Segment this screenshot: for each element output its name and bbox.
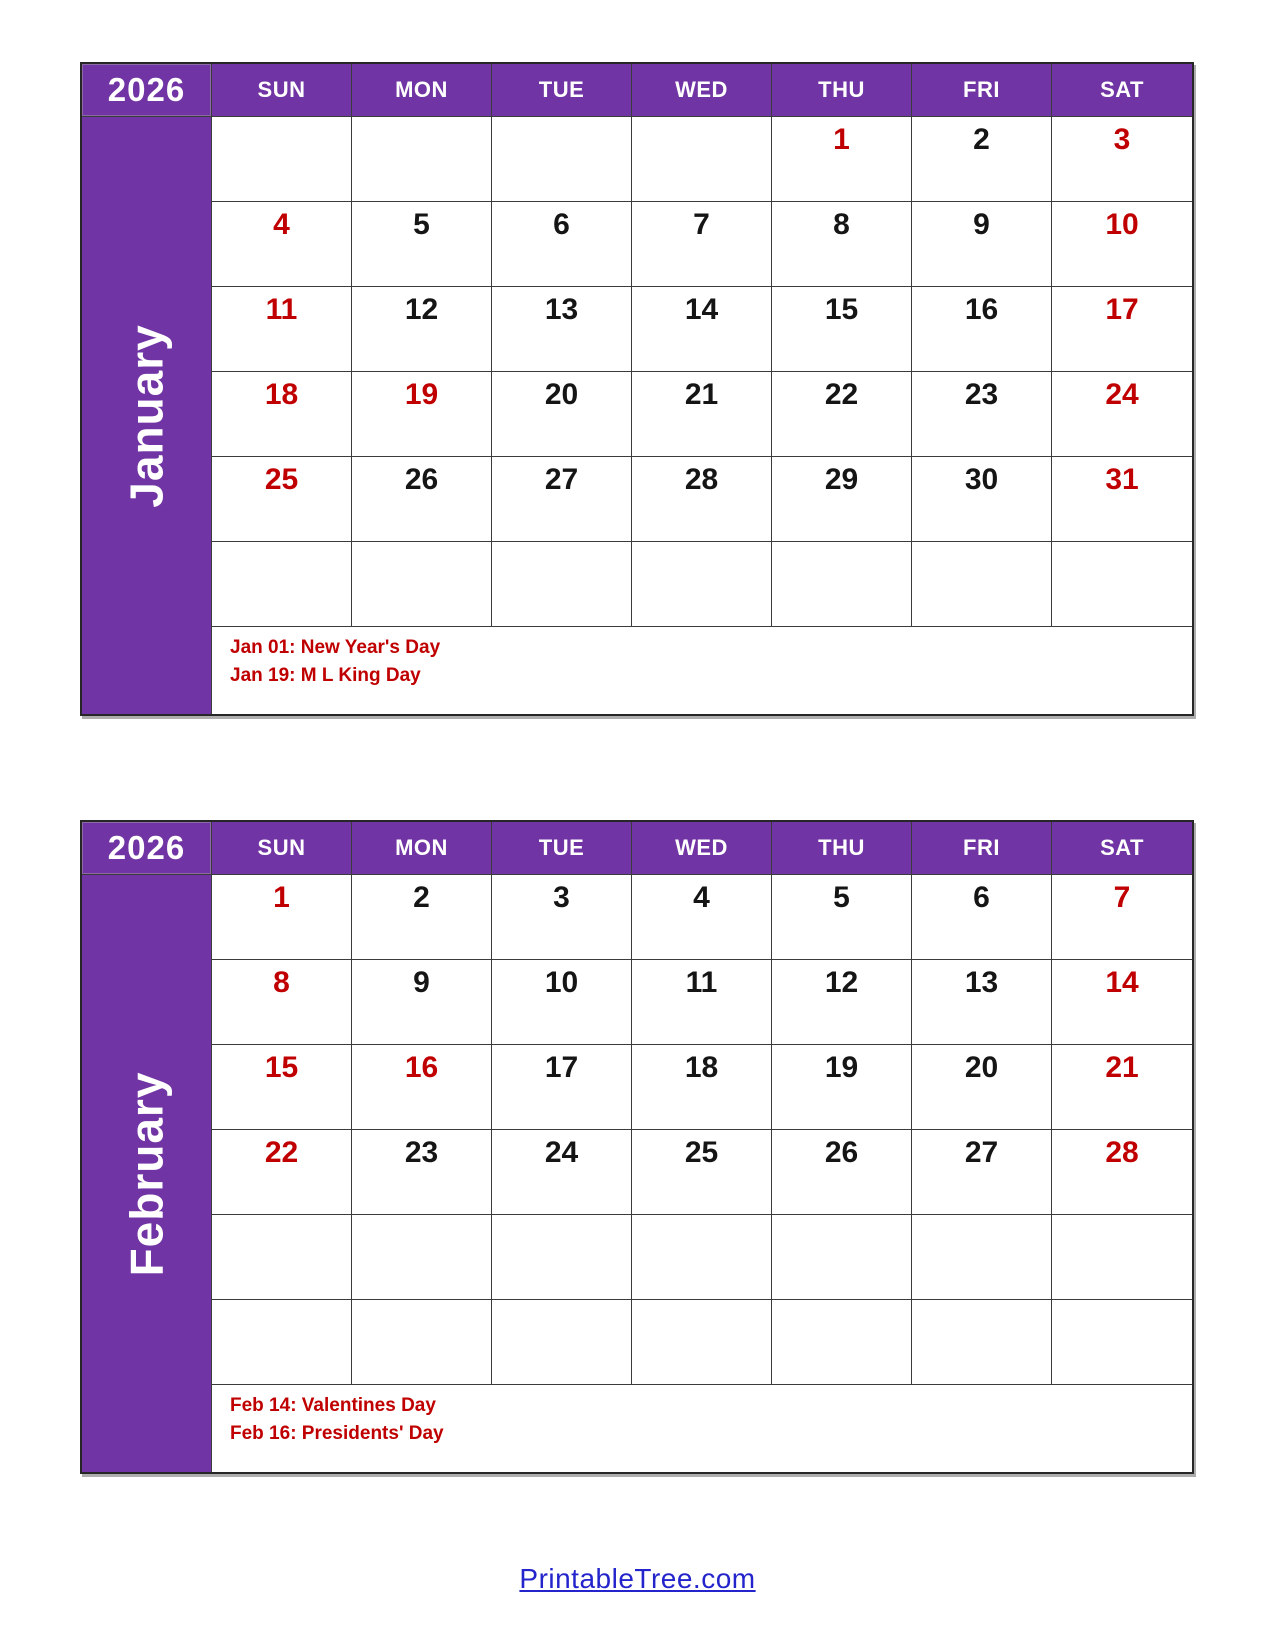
calendar-day: 5 <box>772 875 912 960</box>
calendar-day: 22 <box>772 372 912 457</box>
calendar-day: 27 <box>912 1130 1052 1215</box>
empty-day-cell <box>632 1300 772 1385</box>
calendar-day: 11 <box>632 960 772 1045</box>
month-name-label: January <box>120 323 173 508</box>
empty-day-cell <box>352 117 492 202</box>
empty-day-cell <box>212 117 352 202</box>
empty-day-cell <box>632 117 772 202</box>
calendar-day: 15 <box>212 1045 352 1130</box>
calendar-day: 10 <box>1052 202 1192 287</box>
calendar-day: 2 <box>912 117 1052 202</box>
empty-day-cell <box>912 1300 1052 1385</box>
calendar-day: 21 <box>1052 1045 1192 1130</box>
calendar-day: 18 <box>632 1045 772 1130</box>
calendar-day: 12 <box>772 960 912 1045</box>
calendar-day: 2 <box>352 875 492 960</box>
calendar-day: 1 <box>772 117 912 202</box>
calendar-day: 17 <box>1052 287 1192 372</box>
weekday-header-mon: MON <box>352 822 492 875</box>
calendar-day: 25 <box>212 457 352 542</box>
calendar-day: 26 <box>772 1130 912 1215</box>
calendar-day: 26 <box>352 457 492 542</box>
weekday-header-wed: WED <box>632 64 772 117</box>
calendar-day: 4 <box>212 202 352 287</box>
weekday-header-mon: MON <box>352 64 492 117</box>
holiday-note: Feb 16: Presidents' Day <box>230 1423 444 1444</box>
calendar-day: 12 <box>352 287 492 372</box>
calendar-day: 8 <box>212 960 352 1045</box>
calendar-day: 9 <box>352 960 492 1045</box>
month-sidebar <box>82 117 212 714</box>
calendar-day: 8 <box>772 202 912 287</box>
calendar-day: 23 <box>352 1130 492 1215</box>
calendar-day: 23 <box>912 372 1052 457</box>
empty-day-cell <box>772 542 912 627</box>
calendar-day: 31 <box>1052 457 1192 542</box>
weekday-header-wed: WED <box>632 822 772 875</box>
empty-day-cell <box>772 1300 912 1385</box>
calendar-day: 7 <box>632 202 772 287</box>
calendar-day: 21 <box>632 372 772 457</box>
weekday-header-sun: SUN <box>212 64 352 117</box>
calendar-day: 5 <box>352 202 492 287</box>
calendar-day: 20 <box>492 372 632 457</box>
calendar-day: 15 <box>772 287 912 372</box>
calendar-day: 13 <box>912 960 1052 1045</box>
weekday-header-fri: FRI <box>912 822 1052 875</box>
calendar-day: 14 <box>632 287 772 372</box>
site-link[interactable]: PrintableTree.com <box>519 1563 756 1594</box>
weekday-header-fri: FRI <box>912 64 1052 117</box>
empty-day-cell <box>352 1215 492 1300</box>
weekday-header-thu: THU <box>772 822 912 875</box>
calendar-day: 14 <box>1052 960 1192 1045</box>
calendar-day: 19 <box>772 1045 912 1130</box>
weekday-header-sat: SAT <box>1052 822 1192 875</box>
calendar-day: 16 <box>352 1045 492 1130</box>
holiday-notes <box>212 627 1192 714</box>
calendar-day: 13 <box>492 287 632 372</box>
month-sidebar <box>82 875 212 1472</box>
empty-day-cell <box>492 117 632 202</box>
calendar-day: 25 <box>632 1130 772 1215</box>
weekday-header-sun: SUN <box>212 822 352 875</box>
calendar-day: 16 <box>912 287 1052 372</box>
holiday-note: Jan 01: New Year's Day <box>230 637 441 658</box>
empty-day-cell <box>632 542 772 627</box>
empty-day-cell <box>1052 1300 1192 1385</box>
calendar-day: 28 <box>632 457 772 542</box>
calendar-day: 10 <box>492 960 632 1045</box>
calendar-day: 11 <box>212 287 352 372</box>
calendar-day: 17 <box>492 1045 632 1130</box>
empty-day-cell <box>212 1300 352 1385</box>
calendar-day: 30 <box>912 457 1052 542</box>
month-name-label: February <box>120 1071 173 1276</box>
holiday-notes <box>212 1385 1192 1472</box>
weekday-header-tue: TUE <box>492 64 632 117</box>
calendar-day: 1 <box>212 875 352 960</box>
january-calendar <box>80 62 1194 716</box>
calendar-day: 19 <box>352 372 492 457</box>
calendar-day: 22 <box>212 1130 352 1215</box>
empty-day-cell <box>632 1215 772 1300</box>
empty-day-cell <box>492 1215 632 1300</box>
calendar-day: 6 <box>492 202 632 287</box>
calendar-day: 7 <box>1052 875 1192 960</box>
calendar-day: 24 <box>492 1130 632 1215</box>
empty-day-cell <box>352 542 492 627</box>
calendar-day: 24 <box>1052 372 1192 457</box>
calendar-day: 18 <box>212 372 352 457</box>
calendar-day: 6 <box>912 875 1052 960</box>
weekday-header-tue: TUE <box>492 822 632 875</box>
empty-day-cell <box>912 542 1052 627</box>
empty-day-cell <box>492 1300 632 1385</box>
february-calendar <box>80 820 1194 1474</box>
empty-day-cell <box>1052 1215 1192 1300</box>
calendar-day: 3 <box>492 875 632 960</box>
calendar-day: 27 <box>492 457 632 542</box>
holiday-note: Jan 19: M L King Day <box>230 665 421 686</box>
footer <box>0 1563 1275 1595</box>
holiday-note: Feb 14: Valentines Day <box>230 1395 436 1416</box>
empty-day-cell <box>1052 542 1192 627</box>
weekday-header-thu: THU <box>772 64 912 117</box>
year-label: 2026 <box>82 64 212 117</box>
calendar-day: 9 <box>912 202 1052 287</box>
empty-day-cell <box>212 542 352 627</box>
empty-day-cell <box>912 1215 1052 1300</box>
empty-day-cell <box>212 1215 352 1300</box>
calendar-day: 29 <box>772 457 912 542</box>
weekday-header-sat: SAT <box>1052 64 1192 117</box>
calendar-day: 3 <box>1052 117 1192 202</box>
calendar-day: 4 <box>632 875 772 960</box>
empty-day-cell <box>492 542 632 627</box>
year-label: 2026 <box>82 822 212 875</box>
empty-day-cell <box>772 1215 912 1300</box>
empty-day-cell <box>352 1300 492 1385</box>
calendar-day: 28 <box>1052 1130 1192 1215</box>
calendar-day: 20 <box>912 1045 1052 1130</box>
